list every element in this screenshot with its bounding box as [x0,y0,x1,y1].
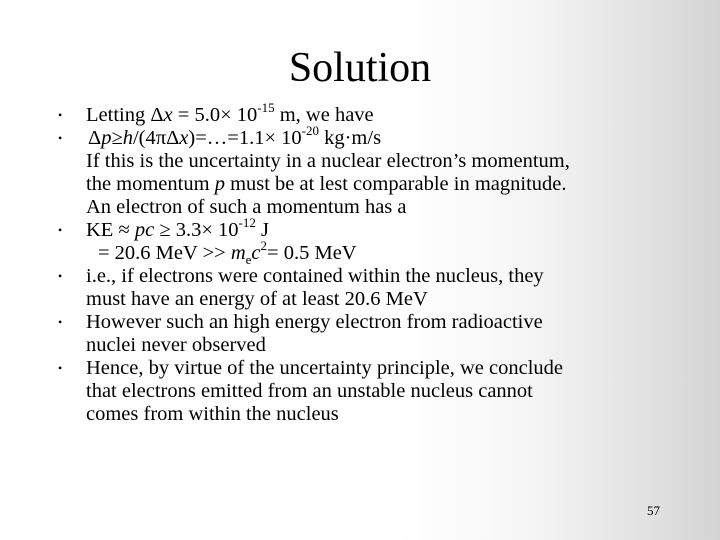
text-run: must have an energy of at least 20.6 MeV [86,288,428,310]
bullet-line [86,311,678,334]
bullet-item [58,215,678,268]
text-run: Letting [86,104,151,126]
text-run: m [230,242,246,264]
bullet-line [86,288,678,311]
text-run: must be at lest comparable in magnitude. [224,173,567,195]
text-run: x [179,127,189,149]
text-run: kg·m/s [318,127,382,149]
text-run: Δ [88,127,102,149]
bullet-icon: • [58,131,63,145]
page-number: 57 [647,503,660,518]
bullet-item [58,100,678,127]
text-run: that electrons emitted from an unstable nucleus cannot [86,380,533,402]
text-run: An electron of such a momentum has a [86,196,407,218]
text-run: = 5.0× 10 [172,104,258,126]
text-run: -12 [238,215,256,231]
text-run: i.e., if electrons were contained within the nucleus, they [86,265,544,287]
bullet-item [58,123,678,219]
text-run: pc [134,219,155,241]
bullet-item [58,265,678,311]
text-run: If this is the uncertainty in a nuclear electron’s momentum, [86,150,570,172]
bullet-line [86,238,678,268]
text-run: = 20.6 MeV >> [98,242,231,264]
text-run: Δ [150,104,164,126]
text-run: -15 [257,100,275,116]
bullet-icon: • [58,315,63,329]
bullet-list [58,100,678,426]
bullet-item [58,311,678,357]
bullet-line [86,196,678,219]
bullet-icon: • [58,108,63,122]
bullet-line [86,150,678,173]
bullet-item [58,357,678,426]
bullet-line [86,100,678,127]
slide-title: Solution [288,45,432,91]
text-run: h [122,127,133,149]
bullet-line [86,380,678,403]
text-run: Hence, by virtue of the uncertainty principle, we conclude [86,357,564,379]
text-run: J [255,219,269,241]
bullet-icon: • [58,361,63,375]
text-run: 2 [260,238,268,254]
bullet-icon: • [58,223,63,237]
text-run: e [245,252,252,268]
bullet-line [86,265,678,288]
text-run: ≥ 3.3× 10 [154,219,239,241]
text-run: = 0.5 MeV [267,242,357,264]
text-run: p [101,127,112,149]
text-run: comes from within the nucleus [86,403,339,425]
text-run: nuclei never observed [86,334,266,356]
text-run: -20 [301,123,319,139]
text-run: )=…=1.1× 10 [188,127,302,149]
text-run: /(4πΔ [132,127,180,149]
text-run: m, we have [274,104,374,126]
text-run: c [251,242,261,264]
text-run: ≥ [111,127,123,149]
text-run: the momentum [86,173,215,195]
bullet-icon: • [58,269,63,283]
bullet-line [86,173,678,196]
bullet-line [86,123,678,150]
text-run: x [163,104,173,126]
text-run: p [214,173,225,195]
bullet-line [86,403,678,426]
bullet-line [86,357,678,380]
bullet-line [86,334,678,357]
bullet-line [86,215,678,242]
text-run: However such an high energy electron from radioactive [86,311,543,333]
text-run: KE ≈ [86,219,135,241]
